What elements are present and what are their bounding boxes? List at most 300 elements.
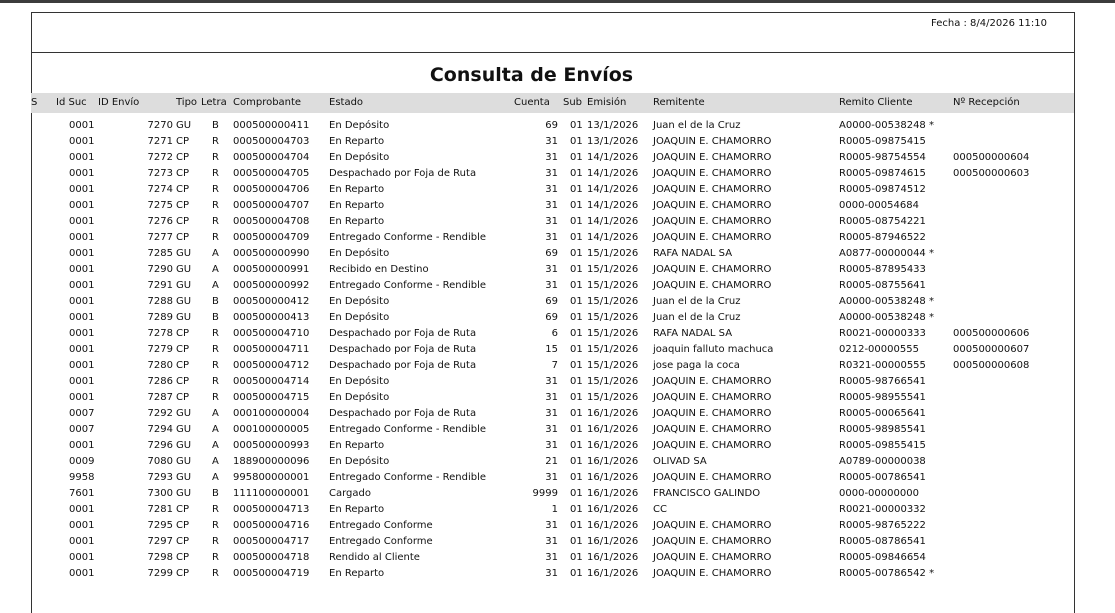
cell-emision: 16/1/2026 — [587, 408, 639, 419]
cell-letra: R — [212, 504, 219, 515]
cell-id-suc: 0001 — [69, 168, 95, 179]
cell-comprobante: 000500000411 — [233, 120, 310, 131]
cell-id-envio: 7271 — [147, 136, 173, 147]
cell-comprobante: 000500004717 — [233, 536, 310, 547]
cell-emision: 16/1/2026 — [587, 568, 639, 579]
cell-letra: A — [212, 264, 219, 275]
header-divider — [31, 52, 1074, 53]
cell-estado: En Depósito — [329, 152, 390, 163]
cell-remito-cliente: R0321-00000555 — [839, 360, 926, 371]
cell-estado: En Reparto — [329, 568, 385, 579]
table-row[interactable] — [0, 294, 1115, 310]
cell-letra: R — [212, 328, 219, 339]
col-header-letra: Letra — [201, 97, 227, 108]
cell-id-envio: 7296 — [147, 440, 173, 451]
cell-sub: 01 — [570, 552, 583, 563]
cell-comprobante: 000100000004 — [233, 408, 310, 419]
cell-emision: 15/1/2026 — [587, 296, 639, 307]
cell-remito-cliente: R0005-98754554 — [839, 152, 926, 163]
cell-emision: 16/1/2026 — [587, 440, 639, 451]
cell-emision: 15/1/2026 — [587, 328, 639, 339]
cell-comprobante: 000500004710 — [233, 328, 310, 339]
cell-id-envio: 7273 — [147, 168, 173, 179]
cell-id-envio: 7285 — [147, 248, 173, 259]
cell-remitente: JOAQUIN E. CHAMORRO — [653, 424, 772, 435]
cell-tipo: CP — [176, 392, 190, 403]
cell-remitente: JOAQUIN E. CHAMORRO — [653, 376, 772, 387]
table-row[interactable] — [0, 278, 1115, 294]
cell-estado: En Reparto — [329, 216, 385, 227]
cell-tipo: GU — [176, 472, 192, 483]
cell-remito-cliente: 0212-00000555 — [839, 344, 919, 355]
cell-tipo: CP — [176, 552, 190, 563]
cell-emision: 15/1/2026 — [587, 360, 639, 371]
cell-emision: 16/1/2026 — [587, 504, 639, 515]
cell-estado: En Reparto — [329, 184, 385, 195]
cell-id-suc: 0001 — [69, 392, 95, 403]
cell-tipo: CP — [176, 168, 190, 179]
col-header-id-envio: ID Envío — [98, 97, 140, 108]
cell-sub: 01 — [570, 280, 583, 291]
cell-sub: 01 — [570, 312, 583, 323]
cell-nro-recepcion: 000500000603 — [953, 168, 1030, 179]
cell-remito-cliente: R0005-87946522 — [839, 232, 926, 243]
cell-cuenta: 31 — [545, 472, 558, 483]
col-header-tipo: Tipo — [176, 97, 198, 108]
table-row[interactable] — [0, 310, 1115, 326]
table-row[interactable] — [0, 518, 1115, 534]
cell-comprobante: 000500000990 — [233, 248, 310, 259]
cell-remito-cliente: R0021-00000333 — [839, 328, 926, 339]
cell-tipo: CP — [176, 184, 190, 195]
cell-remito-cliente: R0005-98985541 — [839, 424, 926, 435]
cell-cuenta: 31 — [545, 440, 558, 451]
cell-remitente: CC — [653, 504, 667, 515]
cell-remitente: JOAQUIN E. CHAMORRO — [653, 440, 772, 451]
cell-estado: Entregado Conforme - Rendible — [329, 232, 487, 243]
cell-remitente: JOAQUIN E. CHAMORRO — [653, 152, 772, 163]
cell-id-envio: 7272 — [147, 152, 173, 163]
table-row[interactable] — [0, 454, 1115, 470]
cell-comprobante: 000500004718 — [233, 552, 310, 563]
cell-remitente: JOAQUIN E. CHAMORRO — [653, 184, 772, 195]
cell-tipo: CP — [176, 504, 190, 515]
cell-emision: 14/1/2026 — [587, 168, 639, 179]
cell-tipo: GU — [176, 248, 192, 259]
cell-emision: 15/1/2026 — [587, 280, 639, 291]
table-row[interactable] — [0, 534, 1115, 550]
cell-remito-cliente: 0000-00054684 — [839, 200, 919, 211]
cell-remito-cliente: R0005-08786541 — [839, 536, 926, 547]
cell-sub: 01 — [570, 440, 583, 451]
cell-remitente: Juan el de la Cruz — [653, 312, 741, 323]
cell-id-suc: 0001 — [69, 552, 95, 563]
cell-id-envio: 7280 — [147, 360, 173, 371]
cell-remitente: JOAQUIN E. CHAMORRO — [653, 136, 772, 147]
cell-emision: 14/1/2026 — [587, 216, 639, 227]
cell-id-suc: 0001 — [69, 200, 95, 211]
cell-cuenta: 31 — [545, 392, 558, 403]
cell-cuenta: 21 — [545, 456, 558, 467]
cell-emision: 15/1/2026 — [587, 392, 639, 403]
cell-letra: R — [212, 184, 219, 195]
cell-estado: En Reparto — [329, 440, 385, 451]
cell-comprobante: 000500000413 — [233, 312, 310, 323]
cell-emision: 14/1/2026 — [587, 200, 639, 211]
cell-comprobante: 000500000991 — [233, 264, 310, 275]
cell-letra: R — [212, 568, 219, 579]
cell-emision: 15/1/2026 — [587, 264, 639, 275]
table-row[interactable] — [0, 246, 1115, 262]
cell-tipo: GU — [176, 456, 192, 467]
cell-emision: 13/1/2026 — [587, 120, 639, 131]
cell-comprobante: 000500000412 — [233, 296, 310, 307]
cell-sub: 01 — [570, 328, 583, 339]
cell-id-envio: 7278 — [147, 328, 173, 339]
cell-comprobante: 111100000001 — [233, 488, 310, 499]
cell-remitente: Juan el de la Cruz — [653, 120, 741, 131]
cell-sub: 01 — [570, 200, 583, 211]
cell-remito-cliente: R0005-09875415 — [839, 136, 926, 147]
cell-cuenta: 31 — [545, 200, 558, 211]
cell-id-suc: 0001 — [69, 520, 95, 531]
cell-tipo: CP — [176, 344, 190, 355]
cell-tipo: CP — [176, 216, 190, 227]
table-row[interactable] — [0, 198, 1115, 214]
cell-emision: 14/1/2026 — [587, 184, 639, 195]
cell-estado: En Depósito — [329, 248, 390, 259]
cell-comprobante: 000500000993 — [233, 440, 310, 451]
cell-comprobante: 188900000096 — [233, 456, 310, 467]
cell-sub: 01 — [570, 456, 583, 467]
cell-id-suc: 0001 — [69, 152, 95, 163]
cell-estado: Despachado por Foja de Ruta — [329, 408, 477, 419]
table-row[interactable] — [0, 182, 1115, 198]
cell-sub: 01 — [570, 472, 583, 483]
cell-id-envio: 7080 — [147, 456, 173, 467]
cell-cuenta: 31 — [545, 552, 558, 563]
table-row[interactable] — [0, 150, 1115, 166]
cell-emision: 15/1/2026 — [587, 248, 639, 259]
cell-comprobante: 000500004712 — [233, 360, 310, 371]
cell-remito-cliente: R0005-09846654 — [839, 552, 926, 563]
table-row[interactable] — [0, 422, 1115, 438]
col-header-remitente: Remitente — [653, 97, 705, 108]
cell-id-envio: 7276 — [147, 216, 173, 227]
cell-remitente: JOAQUIN E. CHAMORRO — [653, 568, 772, 579]
cell-remito-cliente: R0005-09874512 — [839, 184, 926, 195]
cell-id-envio: 7299 — [147, 568, 173, 579]
cell-estado: En Reparto — [329, 200, 385, 211]
cell-remitente: JOAQUIN E. CHAMORRO — [653, 200, 772, 211]
cell-estado: En Depósito — [329, 456, 390, 467]
cell-cuenta: 69 — [545, 296, 558, 307]
cell-letra: R — [212, 392, 219, 403]
table-row[interactable] — [0, 470, 1115, 486]
cell-remitente: JOAQUIN E. CHAMORRO — [653, 472, 772, 483]
cell-cuenta: 31 — [545, 408, 558, 419]
cell-comprobante: 000500004706 — [233, 184, 310, 195]
cell-remitente: FRANCISCO GALINDO — [653, 488, 761, 499]
cell-comprobante: 000500004711 — [233, 344, 310, 355]
cell-id-suc: 0001 — [69, 184, 95, 195]
cell-remito-cliente: A0789-00000038 — [839, 456, 926, 467]
cell-emision: 16/1/2026 — [587, 488, 639, 499]
table-row[interactable] — [0, 262, 1115, 278]
cell-sub: 01 — [570, 376, 583, 387]
col-header-id-suc: Id Suc — [56, 97, 87, 108]
cell-id-envio: 7300 — [147, 488, 173, 499]
cell-letra: R — [212, 344, 219, 355]
cell-sub: 01 — [570, 392, 583, 403]
cell-tipo: CP — [176, 200, 190, 211]
cell-id-envio: 7270 — [147, 120, 173, 131]
cell-cuenta: 31 — [545, 536, 558, 547]
cell-remitente: JOAQUIN E. CHAMORRO — [653, 392, 772, 403]
cell-estado: Rendido al Cliente — [329, 552, 420, 563]
cell-estado: En Depósito — [329, 296, 390, 307]
cell-remitente: Juan el de la Cruz — [653, 296, 741, 307]
cell-sub: 01 — [570, 296, 583, 307]
cell-letra: B — [212, 488, 219, 499]
cell-cuenta: 31 — [545, 376, 558, 387]
cell-remitente: JOAQUIN E. CHAMORRO — [653, 168, 772, 179]
cell-id-envio: 7279 — [147, 344, 173, 355]
col-header-emision: Emisión — [587, 97, 627, 108]
table-row[interactable] — [0, 502, 1115, 518]
cell-remitente: JOAQUIN E. CHAMORRO — [653, 520, 772, 531]
cell-id-suc: 0001 — [69, 376, 95, 387]
cell-estado: En Depósito — [329, 120, 390, 131]
cell-estado: En Reparto — [329, 136, 385, 147]
cell-id-suc: 0001 — [69, 568, 95, 579]
cell-sub: 01 — [570, 120, 583, 131]
cell-estado: En Depósito — [329, 376, 390, 387]
cell-letra: R — [212, 552, 219, 563]
table-row[interactable] — [0, 118, 1115, 134]
cell-tipo: CP — [176, 536, 190, 547]
cell-id-envio: 7281 — [147, 504, 173, 515]
cell-sub: 01 — [570, 424, 583, 435]
cell-emision: 14/1/2026 — [587, 232, 639, 243]
cell-sub: 01 — [570, 520, 583, 531]
cell-comprobante: 000500004708 — [233, 216, 310, 227]
cell-estado: Entregado Conforme — [329, 520, 433, 531]
cell-letra: R — [212, 200, 219, 211]
table-row[interactable] — [0, 214, 1115, 230]
col-header-s: S — [31, 97, 38, 108]
cell-sub: 01 — [570, 168, 583, 179]
cell-id-envio: 7286 — [147, 376, 173, 387]
table-row[interactable] — [0, 166, 1115, 182]
cell-id-envio: 7293 — [147, 472, 173, 483]
cell-nro-recepcion: 000500000606 — [953, 328, 1030, 339]
cell-id-suc: 0001 — [69, 120, 95, 131]
table-row[interactable] — [0, 390, 1115, 406]
cell-cuenta: 69 — [545, 120, 558, 131]
cell-estado: Despachado por Foja de Ruta — [329, 328, 477, 339]
cell-comprobante: 000500004713 — [233, 504, 310, 515]
cell-tipo: CP — [176, 232, 190, 243]
cell-letra: B — [212, 120, 219, 131]
cell-tipo: CP — [176, 328, 190, 339]
cell-tipo: GU — [176, 296, 192, 307]
cell-comprobante: 000500004707 — [233, 200, 310, 211]
cell-remitente: joaquin falluto machuca — [653, 344, 774, 355]
cell-emision: 16/1/2026 — [587, 536, 639, 547]
table-row[interactable] — [0, 550, 1115, 566]
cell-cuenta: 69 — [545, 248, 558, 259]
cell-estado: En Reparto — [329, 504, 385, 515]
table-row[interactable] — [0, 566, 1115, 582]
cell-id-suc: 9958 — [69, 472, 95, 483]
cell-nro-recepcion: 000500000604 — [953, 152, 1030, 163]
cell-emision: 16/1/2026 — [587, 472, 639, 483]
cell-estado: En Depósito — [329, 392, 390, 403]
cell-letra: A — [212, 456, 219, 467]
cell-comprobante: 000500004705 — [233, 168, 310, 179]
cell-sub: 01 — [570, 232, 583, 243]
cell-id-envio: 7275 — [147, 200, 173, 211]
cell-estado: Cargado — [329, 488, 371, 499]
cell-tipo: CP — [176, 568, 190, 579]
cell-id-suc: 0001 — [69, 248, 95, 259]
cell-cuenta: 31 — [545, 264, 558, 275]
cell-remito-cliente: R0005-09874615 — [839, 168, 926, 179]
cell-sub: 01 — [570, 408, 583, 419]
cell-remito-cliente: R0005-00786541 — [839, 472, 926, 483]
cell-remito-cliente: R0005-08754221 — [839, 216, 926, 227]
cell-sub: 01 — [570, 152, 583, 163]
cell-letra: R — [212, 152, 219, 163]
cell-tipo: GU — [176, 424, 192, 435]
cell-sub: 01 — [570, 136, 583, 147]
cell-cuenta: 31 — [545, 232, 558, 243]
table-row[interactable] — [0, 326, 1115, 342]
cell-comprobante: 000500004704 — [233, 152, 310, 163]
table-row[interactable] — [0, 230, 1115, 246]
table-row[interactable] — [0, 358, 1115, 374]
cell-estado: Despachado por Foja de Ruta — [329, 344, 477, 355]
cell-tipo: GU — [176, 280, 192, 291]
cell-emision: 16/1/2026 — [587, 520, 639, 531]
cell-cuenta: 1 — [551, 504, 558, 515]
cell-comprobante: 000500004703 — [233, 136, 310, 147]
cell-letra: R — [212, 168, 219, 179]
cell-id-envio: 7291 — [147, 280, 173, 291]
cell-remitente: jose paga la coca — [653, 360, 740, 371]
cell-comprobante: 000500004714 — [233, 376, 310, 387]
cell-letra: A — [212, 248, 219, 259]
cell-remitente: RAFA NADAL SA — [653, 248, 733, 259]
cell-estado: Despachado por Foja de Ruta — [329, 168, 477, 179]
cell-remito-cliente: R0005-98955541 — [839, 392, 926, 403]
col-header-sub: Sub — [563, 97, 583, 108]
cell-cuenta: 31 — [545, 280, 558, 291]
cell-letra: R — [212, 376, 219, 387]
cell-remitente: JOAQUIN E. CHAMORRO — [653, 232, 772, 243]
cell-estado: Despachado por Foja de Ruta — [329, 360, 477, 371]
cell-id-suc: 7601 — [69, 488, 95, 499]
cell-id-suc: 0001 — [69, 536, 95, 547]
cell-comprobante: 000500004719 — [233, 568, 310, 579]
cell-cuenta: 69 — [545, 312, 558, 323]
cell-sub: 01 — [570, 488, 583, 499]
cell-comprobante: 000100000005 — [233, 424, 310, 435]
cell-estado: Entregado Conforme - Rendible — [329, 472, 487, 483]
cell-letra: R — [212, 536, 219, 547]
cell-remito-cliente: R0005-00786542 * — [839, 568, 935, 579]
cell-cuenta: 31 — [545, 520, 558, 531]
cell-letra: R — [212, 360, 219, 371]
cell-remito-cliente: A0000-00538248 * — [839, 296, 934, 307]
cell-sub: 01 — [570, 248, 583, 259]
cell-id-suc: 0001 — [69, 440, 95, 451]
cell-id-suc: 0001 — [69, 360, 95, 371]
report-title: Consulta de Envíos — [429, 64, 634, 86]
table-row[interactable] — [0, 438, 1115, 454]
cell-cuenta: 31 — [545, 424, 558, 435]
cell-tipo: CP — [176, 520, 190, 531]
cell-cuenta: 31 — [545, 152, 558, 163]
cell-remitente: JOAQUIN E. CHAMORRO — [653, 536, 772, 547]
cell-id-envio: 7292 — [147, 408, 173, 419]
table-row[interactable] — [0, 374, 1115, 390]
cell-sub: 01 — [570, 216, 583, 227]
cell-id-suc: 0001 — [69, 312, 95, 323]
cell-id-suc: 0001 — [69, 232, 95, 243]
cell-comprobante: 000500004715 — [233, 392, 310, 403]
cell-id-suc: 0009 — [69, 456, 95, 467]
cell-remitente: JOAQUIN E. CHAMORRO — [653, 552, 772, 563]
cell-remito-cliente: R0005-98766541 — [839, 376, 926, 387]
col-header-estado: Estado — [329, 97, 364, 108]
col-header-remito-cliente: Remito Cliente — [839, 97, 913, 108]
cell-remito-cliente: A0000-00538248 * — [839, 120, 934, 131]
cell-tipo: CP — [176, 152, 190, 163]
cell-id-suc: 0001 — [69, 296, 95, 307]
cell-tipo: CP — [176, 376, 190, 387]
cell-letra: B — [212, 296, 219, 307]
cell-id-suc: 0001 — [69, 328, 95, 339]
cell-id-suc: 0001 — [69, 344, 95, 355]
cell-id-envio: 7274 — [147, 184, 173, 195]
table-row[interactable] — [0, 406, 1115, 422]
cell-remito-cliente: R0005-87895433 — [839, 264, 926, 275]
table-row[interactable] — [0, 342, 1115, 358]
cell-id-envio: 7290 — [147, 264, 173, 275]
table-row[interactable] — [0, 486, 1115, 502]
cell-comprobante: 000500004709 — [233, 232, 310, 243]
cell-tipo: CP — [176, 136, 190, 147]
col-header-cuenta: Cuenta — [514, 97, 550, 108]
cell-emision: 16/1/2026 — [587, 424, 639, 435]
cell-tipo: GU — [176, 440, 192, 451]
cell-cuenta: 6 — [551, 328, 558, 339]
cell-remitente: OLIVAD SA — [653, 456, 707, 467]
cell-cuenta: 31 — [545, 136, 558, 147]
col-header-nro-recepcion: Nº Recepción — [953, 97, 1020, 108]
cell-cuenta: 15 — [545, 344, 558, 355]
cell-remitente: RAFA NADAL SA — [653, 328, 733, 339]
cell-sub: 01 — [570, 264, 583, 275]
cell-remito-cliente: R0021-00000332 — [839, 504, 926, 515]
cell-cuenta: 31 — [545, 216, 558, 227]
cell-id-suc: 0001 — [69, 264, 95, 275]
cell-emision: 15/1/2026 — [587, 312, 639, 323]
cell-sub: 01 — [570, 184, 583, 195]
table-row[interactable] — [0, 134, 1115, 150]
